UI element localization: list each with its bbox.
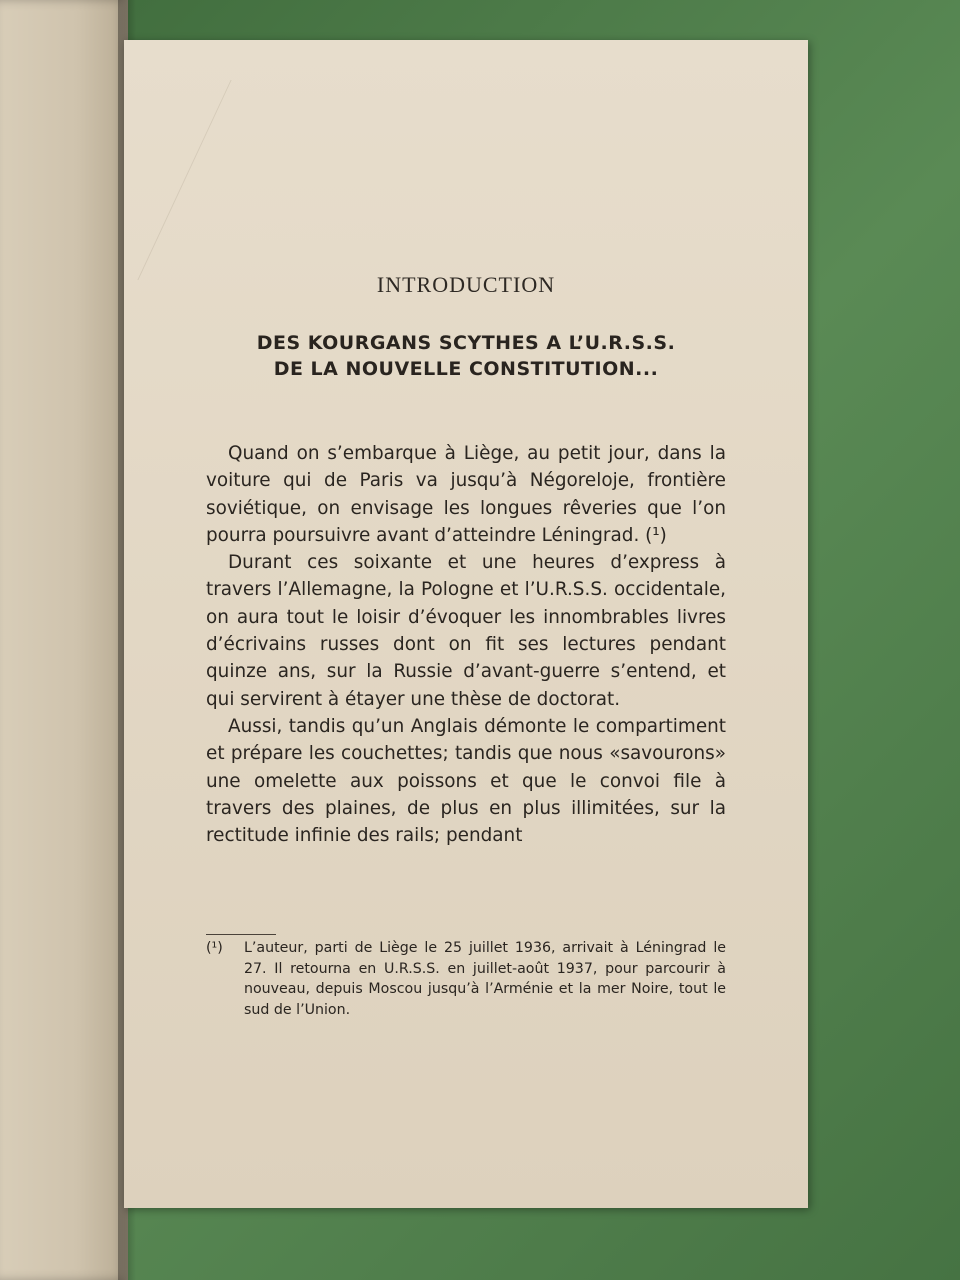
chapter-title-line-1: DES KOURGANS SCYTHES A L’U.R.S.S. <box>256 332 676 354</box>
chapter-title-line-2: DE LA NOUVELLE CONSTITUTION... <box>273 358 659 380</box>
paragraph-1: Quand on s’embarque à Liège, au petit jour, dans la voiture qui de Paris va jusqu’à Négoreloje, frontière soviétique, on envisage les longues rêveries que l’on pourra poursuivre avant d’atteindre Léningrad. (¹) <box>206 443 726 546</box>
book-page <box>124 40 808 1208</box>
footnote-text: L’auteur, parti de Liège le 25 juillet 1936, arrivait à Léningrad le 27. Il retourna en U.R.S.S. en juillet-août 1937, pour parcourir à nouveau, depuis Moscou jusqu’à l’Arménie et la mer Noire, tout le sud de l’Union. <box>244 940 726 1018</box>
facing-page <box>0 0 128 1280</box>
body-text <box>206 440 726 849</box>
footnote-rule <box>206 934 276 935</box>
footnote-marker: (¹) <box>206 940 223 956</box>
paragraph-2: Durant ces soixante et une heures d’express à travers l’Allemagne, la Pologne et l’U.R.S.S. occidentale, on aura tout le loisir d’évoquer les innombrables livres d’écrivains russes dont on fit ses lectures pendant quinze ans, sur la Russie d’avant-guerre s’entend, et qui servirent à étayer une thèse de doctorat. <box>206 552 726 710</box>
paragraph-3: Aussi, tandis qu’un Anglais démonte le compartiment et prépare les couchettes; tandis que nous «savourons» une omelette aux poissons et que le convoi file à travers des plaines, de plus en plus illimitées, sur la rectitude infinie des rails; pendant <box>206 715 726 847</box>
page-crease <box>137 80 411 280</box>
chapter-heading: INTRODUCTION <box>376 272 556 297</box>
footnote <box>206 938 726 1020</box>
